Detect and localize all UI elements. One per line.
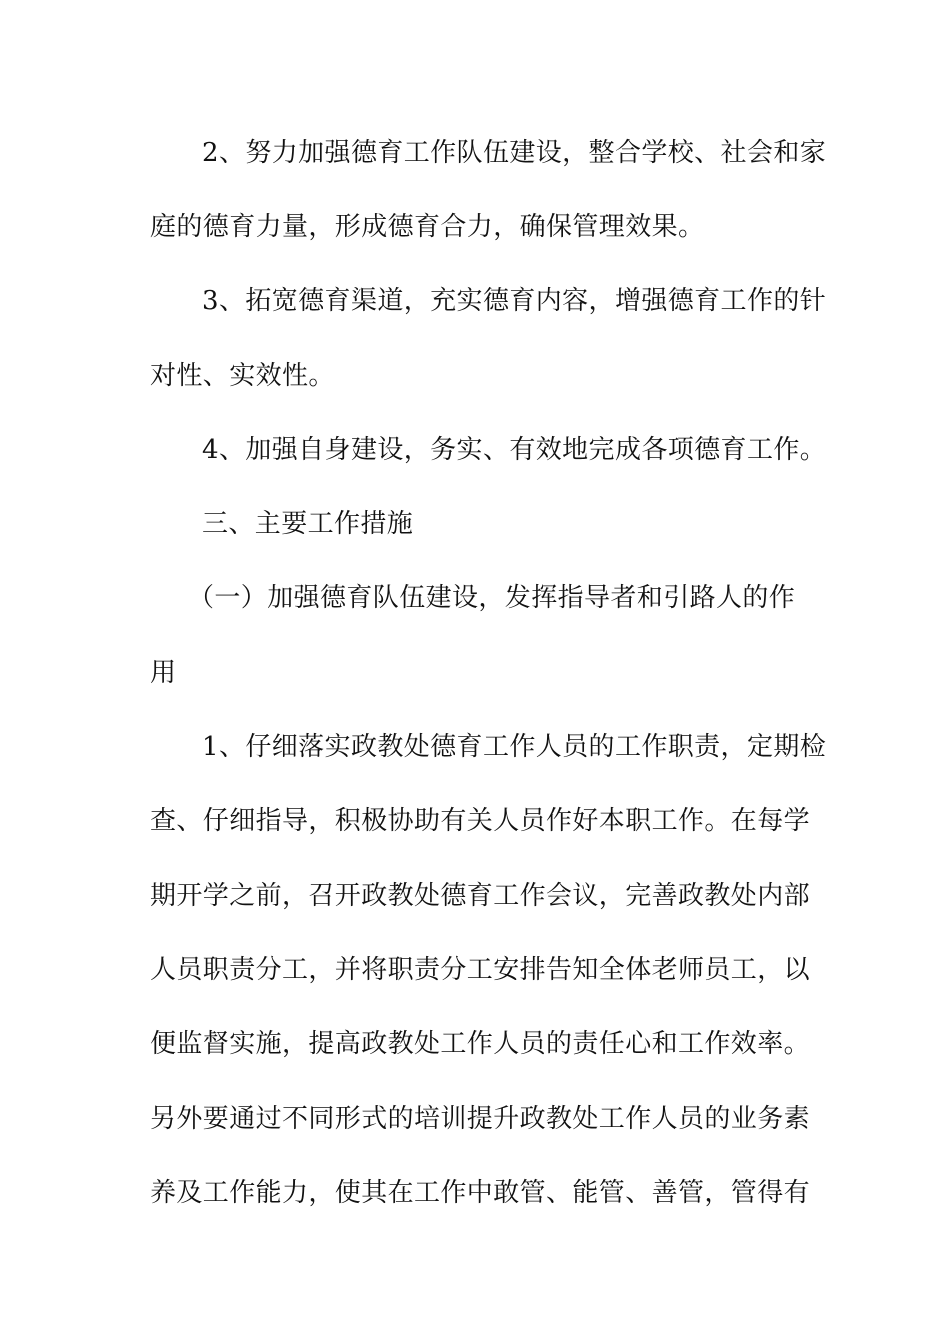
section-heading: 三、主要工作措施 — [202, 509, 414, 539]
paragraph-1-line-2: 查、仔细指导，积极协助有关人员作好本职工作。在每学 — [150, 806, 811, 836]
paragraph-3-line-1: 3、拓宽德育渠道，充实德育内容，增强德育工作的针 — [202, 286, 827, 316]
paragraph-1-line-3: 期开学之前，召开政教处德育工作会议，完善政教处内部 — [150, 881, 811, 911]
paragraph-1-line-4: 人员职责分工，并将职责分工安排告知全体老师员工，以 — [150, 955, 811, 985]
paragraph-1-line-7: 养及工作能力，使其在工作中敢管、能管、善管，管得有 — [150, 1178, 811, 1208]
subsection-heading-line-2: 用 — [150, 658, 177, 688]
paragraph-2-line-1: 2、努力加强德育工作队伍建设，整合学校、社会和家 — [202, 138, 827, 168]
paragraph-1-line-1: 1、仔细落实政教处德育工作人员的工作职责，定期检 — [202, 732, 827, 762]
subsection-heading-line-1: （一）加强德育队伍建设，发挥指导者和引路人的作 — [188, 583, 796, 613]
paragraph-1-line-6: 另外要通过不同形式的培训提升政教处工作人员的业务素 — [150, 1104, 811, 1134]
paragraph-1-line-5: 便监督实施，提高政教处工作人员的责任心和工作效率。 — [150, 1029, 811, 1059]
paragraph-2-line-2: 庭的德育力量，形成德育合力，确保管理效果。 — [150, 212, 705, 242]
paragraph-4-line-1: 4、加强自身建设，务实、有效地完成各项德育工作。 — [202, 435, 827, 465]
paragraph-3-line-2: 对性、实效性。 — [150, 361, 335, 391]
